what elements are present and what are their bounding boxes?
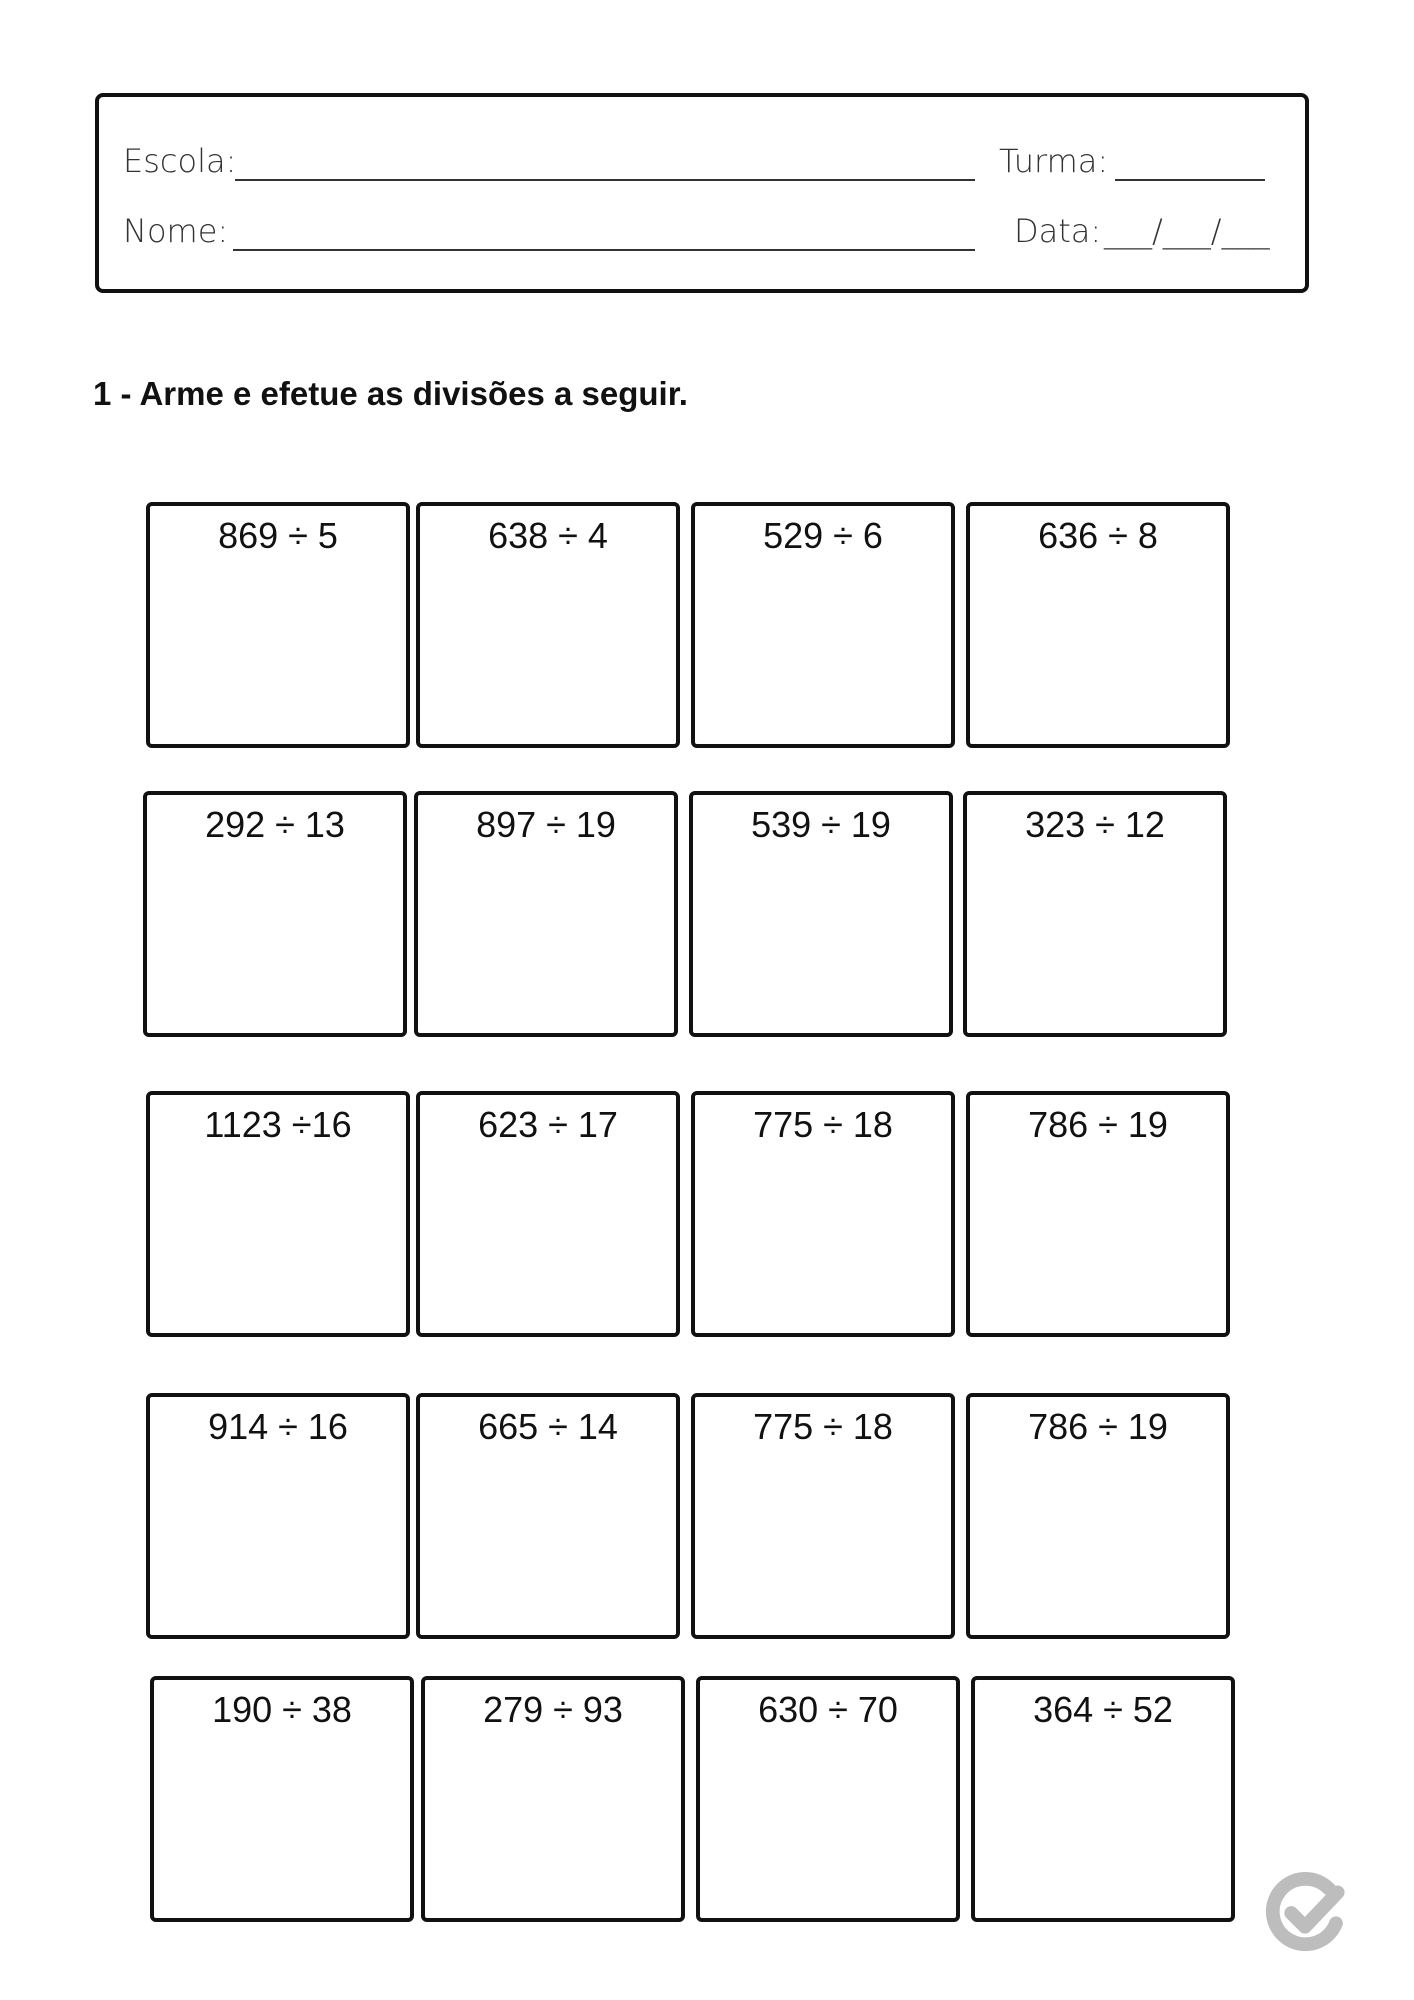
answer-box[interactable] <box>966 1393 1230 1639</box>
division-problem-label: 638 ÷ 4 <box>488 515 608 556</box>
division-problem-label: 786 ÷ 19 <box>1028 1104 1168 1145</box>
answer-box[interactable] <box>146 1091 410 1337</box>
division-problem-label: 786 ÷ 19 <box>1028 1406 1168 1447</box>
date-blank[interactable]: ___/___/___ <box>1104 212 1270 250</box>
answer-box[interactable] <box>691 502 955 748</box>
answer-box[interactable] <box>966 502 1230 748</box>
answer-box[interactable] <box>414 791 678 1037</box>
division-problem-label: 623 ÷ 17 <box>478 1104 618 1145</box>
division-problem-label: 775 ÷ 18 <box>753 1104 893 1145</box>
division-problem-label: 529 ÷ 6 <box>763 515 883 556</box>
answer-box[interactable] <box>963 791 1227 1037</box>
division-problem-label: 897 ÷ 19 <box>476 804 616 845</box>
answer-box[interactable] <box>146 502 410 748</box>
answer-box[interactable] <box>966 1091 1230 1337</box>
division-problem-label: 775 ÷ 18 <box>753 1406 893 1447</box>
division-problem-label: 665 ÷ 14 <box>478 1406 618 1447</box>
division-problem-label: 279 ÷ 93 <box>483 1689 623 1730</box>
division-problem-label: 636 ÷ 8 <box>1038 515 1158 556</box>
answer-box[interactable] <box>689 791 953 1037</box>
question-title: 1 - Arme e efetue as divisões a seguir. <box>93 375 688 412</box>
division-problem-label: 914 ÷ 16 <box>208 1406 348 1447</box>
answer-box[interactable] <box>421 1676 685 1922</box>
answer-box[interactable] <box>416 1393 680 1639</box>
answer-box[interactable] <box>416 502 680 748</box>
answer-box[interactable] <box>143 791 407 1037</box>
school-label: Escola: <box>123 142 237 180</box>
division-problem-label: 869 ÷ 5 <box>218 515 338 556</box>
name-label: Nome: <box>123 212 229 250</box>
division-problem-label: 323 ÷ 12 <box>1025 804 1165 845</box>
answer-box[interactable] <box>146 1393 410 1639</box>
answer-box[interactable] <box>691 1091 955 1337</box>
checkmark-logo-icon <box>1262 1870 1348 1956</box>
division-problem-label: 364 ÷ 52 <box>1033 1689 1173 1730</box>
date-label: Data: <box>1014 212 1102 250</box>
class-label: Turma: <box>999 142 1109 180</box>
division-problem-label: 292 ÷ 13 <box>205 804 345 845</box>
answer-box[interactable] <box>971 1676 1235 1922</box>
answer-box[interactable] <box>150 1676 414 1922</box>
division-problem-label: 630 ÷ 70 <box>758 1689 898 1730</box>
answer-box[interactable] <box>691 1393 955 1639</box>
division-problem-label: 190 ÷ 38 <box>212 1689 352 1730</box>
division-problem-label: 1123 ÷16 <box>204 1104 352 1145</box>
answer-box[interactable] <box>416 1091 680 1337</box>
answer-box[interactable] <box>696 1676 960 1922</box>
division-problem-label: 539 ÷ 19 <box>751 804 891 845</box>
